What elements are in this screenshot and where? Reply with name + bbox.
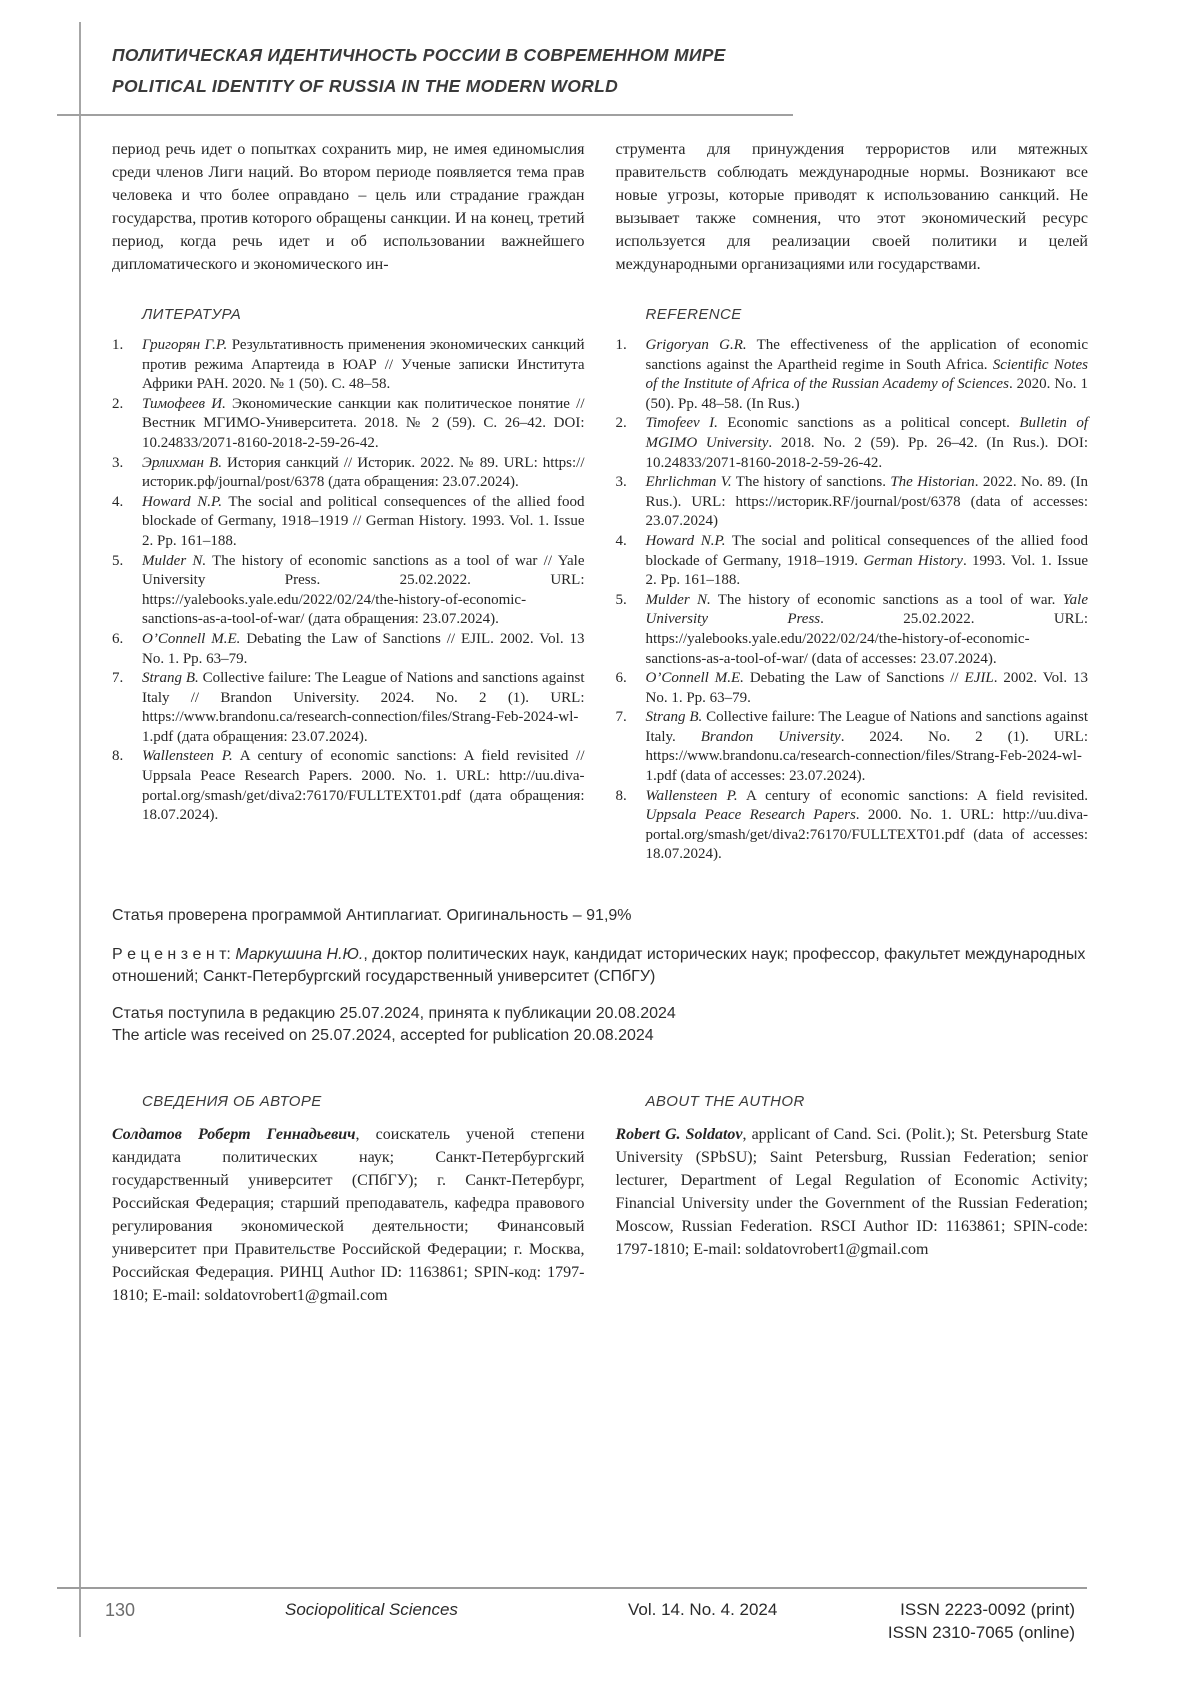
reference-text [142, 454, 585, 493]
author-info-ru [112, 1123, 585, 1307]
text-segment: Wallensteen P. [645, 787, 738, 804]
text-segment: , applicant of Cand. Sci. (Polit.); St. Petersburg State University (SPbSU); Saint Petersburg, Russian Federation; senior lecturer, Department of Legal Regulation of Economic Activity; Financial University under the Government of the Russian Federation; Moscow, Russian Federation. RSCI Author ID: 1163861; SPIN-code: 1797-1810; E-mail: soldatovrobert1@gmail.com [615, 1126, 1089, 1259]
reference-text [646, 591, 1089, 669]
text-segment: The history of sanctions. [731, 474, 891, 491]
reference-text [646, 532, 1089, 591]
text-segment: . 2018. No. 2 (59). Pp. 26–42. (In Rus.). DOI: 10.24833/2071-8160-2018-2-59-26-42. [645, 434, 1088, 471]
reference-item [112, 669, 585, 747]
received-note-ru: Статья поступила в редакцию 25.07.2024, принята к публикации 20.08.2024 [112, 1005, 676, 1023]
issn-block [888, 1598, 1075, 1644]
text-segment: , соискатель ученой степени кандидата политических наук; Санкт-Петербургский государственный университет (СПбГУ); г. Санкт-Петербург, Российская Федерация; старший преподаватель, кафедра правового регулирования экономической деятельности; Финансовый университет при Правительстве Российской Федерации; г. Москва, Российская Федерация. РИНЦ Author ID: 1163861; SPIN-код: 1797-1810; E-mail: soldatovrobert1@gmail.com [112, 1126, 585, 1305]
reference-item [616, 669, 1089, 708]
text-segment: . 2000. No. 1. URL: http://uu.diva-portal.org/smash/get/diva2:76170/FULLTEXT01.pdf (data of accesses: 18.07.2024). [645, 807, 1088, 863]
intro-paragraph-right: струмента для принуждения террористов или мятежных правительств соблюдать международные нормы. Возникают все новые угрозы, которые приводят к использованию санкций. Не вызывает также сомнения, что этот экономический ресурс используется для реализации своей политики и целей международными организациями или государствами. [615, 141, 1088, 273]
reference-item [112, 395, 585, 454]
reference-text [142, 747, 585, 825]
text-segment: . 2022. No. 89. (In Rus.). URL: https://историк.RF/journal/post/6378 (data of accesses: 23.07.2024) [645, 474, 1089, 530]
text-segment: Howard N.P. [645, 532, 726, 549]
reference-number: 3. [112, 454, 124, 471]
reference-number: 5. [615, 591, 627, 608]
reference-number: 6. [112, 630, 124, 647]
text-segment: Uppsala Peace Research Papers [645, 807, 856, 824]
reference-number: 5. [112, 552, 124, 569]
reference-number: 2. [112, 395, 124, 412]
text-segment: The Historian [890, 474, 975, 491]
text-segment: A century of economic sanctions: A field revisited. [737, 787, 1088, 804]
main-columns [112, 138, 1088, 865]
text-segment: Robert G. Soldatov [615, 1126, 743, 1144]
column-left [112, 138, 585, 865]
reference-number: 4. [112, 493, 124, 510]
reference-item [112, 630, 585, 669]
text-segment: . 1993. Vol. 1. Issue 2. Pp. 161–188. [645, 552, 1088, 589]
reference-item [112, 454, 585, 493]
reference-text [646, 414, 1089, 473]
text-segment: The history of economic sanctions as a tool of war // Yale University Press. 25.02.2022. URL: https://yalebooks.yale.edu/2022/02/24/the-history-of-economic-sanctions-as-a-tool-of-war/ (дата обращения: 23.07.2024). [142, 552, 585, 628]
reference-item [112, 747, 585, 825]
text-segment: German History [863, 552, 963, 569]
text-segment: Wallensteen P. [142, 748, 233, 765]
text-segment: EJIL [964, 670, 994, 687]
reference-text [142, 395, 585, 454]
reference-item [616, 532, 1089, 591]
author-info-en [616, 1123, 1089, 1261]
reference-number: 7. [615, 709, 627, 726]
reference-number: 3. [615, 474, 627, 491]
about-author-heading-ru: СВЕДЕНИЯ ОБ АВТОРЕ [142, 1093, 322, 1111]
text-segment: Результативность применения экономических санкций против режима Апартеида в ЮАР // Ученые записки Института Африки РАН. 2020. № 1 (50). С. 48–58. [142, 337, 585, 393]
text-segment: O’Connell M.E. [142, 630, 241, 647]
page-number: 130 [105, 1600, 136, 1620]
text-segment: Collective failure: The League of Nations and sanctions against Italy // Brandon University. 2024. No. 2 (1). URL: https://www.brandonu.ca/research-connection/files/Strang-Feb-2024-wl-1.pdf (дата обращения: 23.07.2024). [142, 670, 585, 745]
reference-text [142, 336, 585, 395]
received-note-en: The article was received on 25.07.2024, accepted for publication 20.08.2024 [112, 1027, 654, 1045]
author-column-ru [112, 1065, 585, 1307]
author-columns [112, 1065, 1088, 1307]
reviewer-note [112, 944, 1088, 988]
text-segment: Scientific Notes of the Institute of Africa of the Russian Academy of Sciences [645, 356, 1089, 393]
text-segment: Timofeev I. [645, 415, 718, 432]
text-segment: , доктор политических наук, кандидат исторических наук; профессор, факультет международных отношений; Санкт-Петербургский государственный университет (СПбГУ) [112, 946, 1086, 986]
reference-number: 2. [615, 415, 627, 432]
text-segment: История санкций // Историк. 2022. № 89. URL: https://историк.рф/journal/post/6378 (дата обращения: 23.07.2024). [142, 454, 585, 491]
text-segment: Тимофеев И. [142, 395, 226, 412]
reference-item [616, 708, 1089, 786]
reference-number: 7. [112, 670, 124, 687]
reference-item [112, 552, 585, 630]
reference-item [112, 493, 585, 552]
page-title-en: POLITICAL IDENTITY OF RUSSIA IN THE MODERN WORLD [112, 76, 619, 96]
text-segment: Солдатов Роберт Геннадьевич [112, 1126, 356, 1144]
text-segment: Григорян Г.Р. [142, 337, 228, 353]
volume-info: Vol. 14. No. 4. 2024 [628, 1600, 778, 1619]
reference-item [616, 787, 1089, 865]
text-segment: Collective failure: The League of Nations and sanctions against Italy. [645, 709, 1088, 745]
about-author-heading-en: ABOUT THE AUTHOR [645, 1093, 805, 1111]
page [112, 0, 1088, 1307]
text-segment: The history of economic sanctions as a tool of war. [710, 591, 1063, 608]
left-margin-rule [79, 22, 81, 1637]
reference-text [646, 473, 1089, 532]
reference-heading: REFERENCE [645, 306, 742, 323]
column-right [616, 138, 1089, 865]
text-segment: . 2024. No. 2 (1). URL: https://www.brandonu.ca/research-connection/files/Strang-Feb-2024-wl-1.pdf (data of accesses: 23.07.2024). [645, 728, 1088, 785]
text-segment: The social and political consequences of the allied food blockade of Germany, 1918–1919 // German History. 1993. Vol. 1. Issue 2. Pp. 161–188. [142, 493, 585, 549]
text-segment: A century of economic sanctions: A field revisited // Uppsala Peace Research Papers. 2000. No. 1. URL: http://uu.diva-portal.org/smash/get/diva2:76170/FULLTEXT01.pdf (дата обращения: 18.07.2024). [142, 748, 585, 824]
header-rule [57, 114, 793, 116]
author-column-en [616, 1065, 1089, 1307]
reference-item [616, 591, 1089, 669]
text-segment: Grigoryan G.R. [645, 337, 747, 353]
issn-print: ISSN 2223-0092 (print) [900, 1600, 1075, 1619]
reference-text [646, 708, 1089, 786]
reference-number: 6. [615, 670, 627, 687]
reference-number: 1. [112, 337, 124, 353]
reference-item [112, 336, 585, 395]
reference-text [142, 630, 585, 669]
journal-name: Sociopolitical Sciences [285, 1600, 458, 1619]
text-segment: The effectiveness of the application of economic sanctions against the Apartheid regime in South Africa. [645, 337, 1088, 373]
reference-item [616, 473, 1089, 532]
reference-number: 4. [615, 532, 627, 549]
reference-text [646, 669, 1089, 708]
text-segment: Strang B. [142, 670, 199, 687]
reference-text [142, 552, 585, 630]
text-segment: Yale University Press [645, 591, 1088, 628]
reference-number: 8. [112, 748, 124, 765]
text-segment: Р е ц е н з е н т: [112, 946, 236, 964]
text-segment: Debating the Law of Sanctions // EJIL. 2002. Vol. 13 No. 1. Pp. 63–79. [142, 630, 585, 667]
text-segment: . 2002. Vol. 13 No. 1. Pp. 63–79. [645, 670, 1089, 706]
reference-text [142, 493, 585, 552]
text-segment: Economic sanctions as a political concept. [717, 415, 1020, 432]
literature-list [112, 336, 585, 826]
text-segment: Маркушина Н.Ю. [235, 946, 364, 964]
text-segment: O’Connell M.E. [645, 670, 744, 687]
text-segment: Bulletin of MGIMO University [645, 415, 1088, 451]
footer-rule [57, 1587, 1087, 1589]
reference-item [616, 414, 1089, 473]
intro-paragraph-left: период речь идет о попытках сохранить мир, не имея единомыслия среди членов Лиги наций. Во втором периоде появляется тема прав человека и что более оправдано – цель или страдание граждан государства, против которого обращены санкции. И на конец, третий период, когда речь идет и об использовании важнейшего дипломатического и экономического ин- [112, 141, 585, 273]
reference-number: 1. [615, 337, 627, 353]
reference-text [646, 787, 1089, 865]
text-segment: . 2020. No. 1 (50). Pp. 48–58. (In Rus.) [645, 376, 1088, 412]
antiplagiat-note: Статья проверена программой Антиплагиат. Оригинальность – 91,9% [112, 907, 632, 925]
text-segment: The social and political consequences of the allied food blockade of Germany, 1918–1919. [645, 532, 1088, 569]
text-segment: Brandon University [700, 728, 841, 745]
text-segment: . 25.02.2022. URL: https://yalebooks.yale.edu/2022/02/24/the-history-of-economic-sanctions-as-a-tool-of-war/ (data of accesses: 23.07.2024). [645, 611, 1089, 667]
text-segment: Экономические санкции как политическое понятие // Вестник МГИМО-Университета. 2018. № 2 (59). С. 26–42. DOI: 10.24833/2071-8160-2018-2-59-26-42. [142, 395, 585, 451]
reference-text [646, 336, 1089, 414]
reference-list [616, 336, 1089, 865]
text-segment: Mulder N. [142, 552, 207, 569]
reference-number: 8. [615, 787, 627, 804]
text-segment: Strang B. [645, 709, 703, 726]
article-notes [112, 905, 1088, 1047]
text-segment: Ehrlichman V. [645, 474, 732, 491]
running-head [112, 0, 1088, 102]
issn-online: ISSN 2310-7065 (online) [887, 1623, 1075, 1642]
text-segment: Howard N.P. [142, 493, 222, 510]
text-segment: Эрлихман В. [142, 454, 222, 471]
text-segment: Debating the Law of Sanctions // [743, 670, 965, 687]
literature-heading: ЛИТЕРАТУРА [142, 306, 242, 323]
text-segment: Mulder N. [645, 591, 711, 608]
reference-item [616, 336, 1089, 414]
reference-text [142, 669, 585, 747]
page-title-ru: ПОЛИТИЧЕСКАЯ ИДЕНТИЧНОСТЬ РОССИИ В СОВРЕМЕННОМ МИРЕ [112, 45, 726, 65]
